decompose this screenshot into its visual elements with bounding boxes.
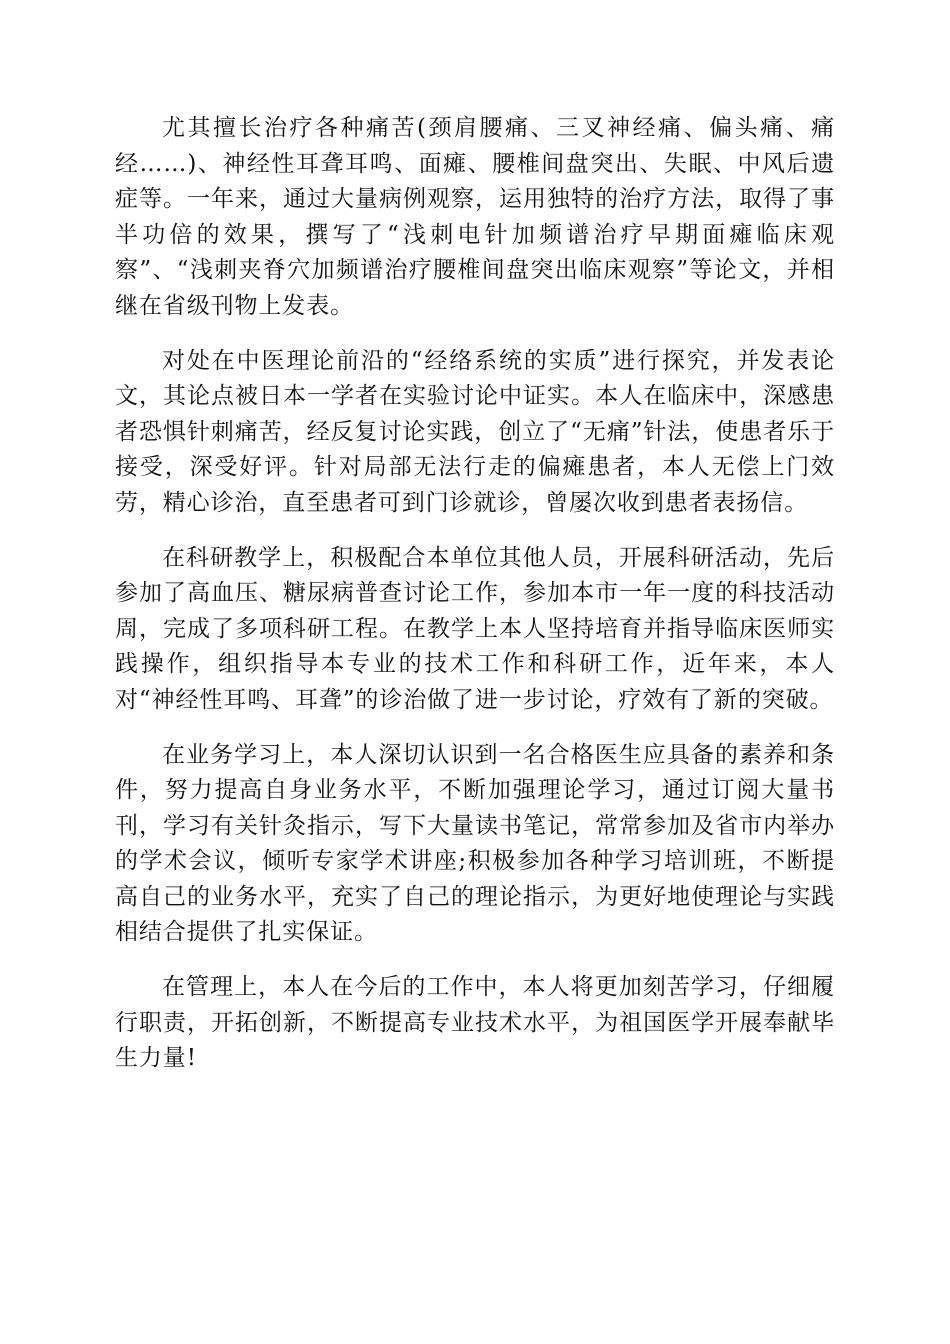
paragraph-professional-study: 在业务学习上，本人深切认识到一名合格医生应具备的素养和条件，努力提高自身业务水平，不断加强理论学习，通过订阅大量书刊，学习有关针灸指示，写下大量读书笔记，常常参加及省市内举办的学术会议，倾听专家学术讲座;积极参加各种学习培训班，不断提高自己的业务水平，充实了自己的理论指示，为更好地使理论与实践相结合提供了扎实保证。 — [115, 741, 835, 946]
paragraph-research-teaching: 在科研教学上，积极配合本单位其他人员，开展科研活动，先后参加了高血压、糖尿病普查讨论工作，参加本市一年一度的科技活动周，完成了多项科研工程。在教学上本人坚持培育并指导临床医师实践操作，组织指导本专业的技术工作和科研工作，近年来，本人对“神经性耳鸣、耳聋”的诊治做了进一步讨论，疗效有了新的突破。 — [115, 544, 835, 713]
paragraph-specialties: 尤其擅长治疗各种痛苦(颈肩腰痛、三叉神经痛、偏头痛、痛经……)、神经性耳聋耳鸣、面瘫、腰椎间盘突出、失眠、中风后遗症等。一年来，通过大量病例观察，运用独特的治疗方法，取得了事半功倍的效果，撰写了“浅刺电针加频谱治疗早期面瘫临床观察”、“浅刺夹脊穴加频谱治疗腰椎间盘突出临床观察”等论文，并相继在省级刊物上发表。 — [115, 115, 835, 319]
paragraph-management: 在管理上，本人在今后的工作中，本人将更加刻苦学习，仔细履行职责，开拓创新，不断提高专业技术水平，为祖国医学开展奉献毕生力量! — [115, 974, 835, 1072]
paragraph-meridian-research: 对处在中医理论前沿的“经络系统的实质”进行探究，并发表论文，其论点被日本一学者在实验讨论中证实。本人在临床中，深感患者恐惧针刺痛苦，经反复讨论实践，创立了“无痛”针法，使患者乐于接受，深受好评。针对局部无法行走的偏瘫患者，本人无偿上门效劳，精心诊治，直至患者可到门诊就诊，曾屡次收到患者表扬信。 — [115, 347, 835, 516]
document-body — [115, 111, 835, 1096]
